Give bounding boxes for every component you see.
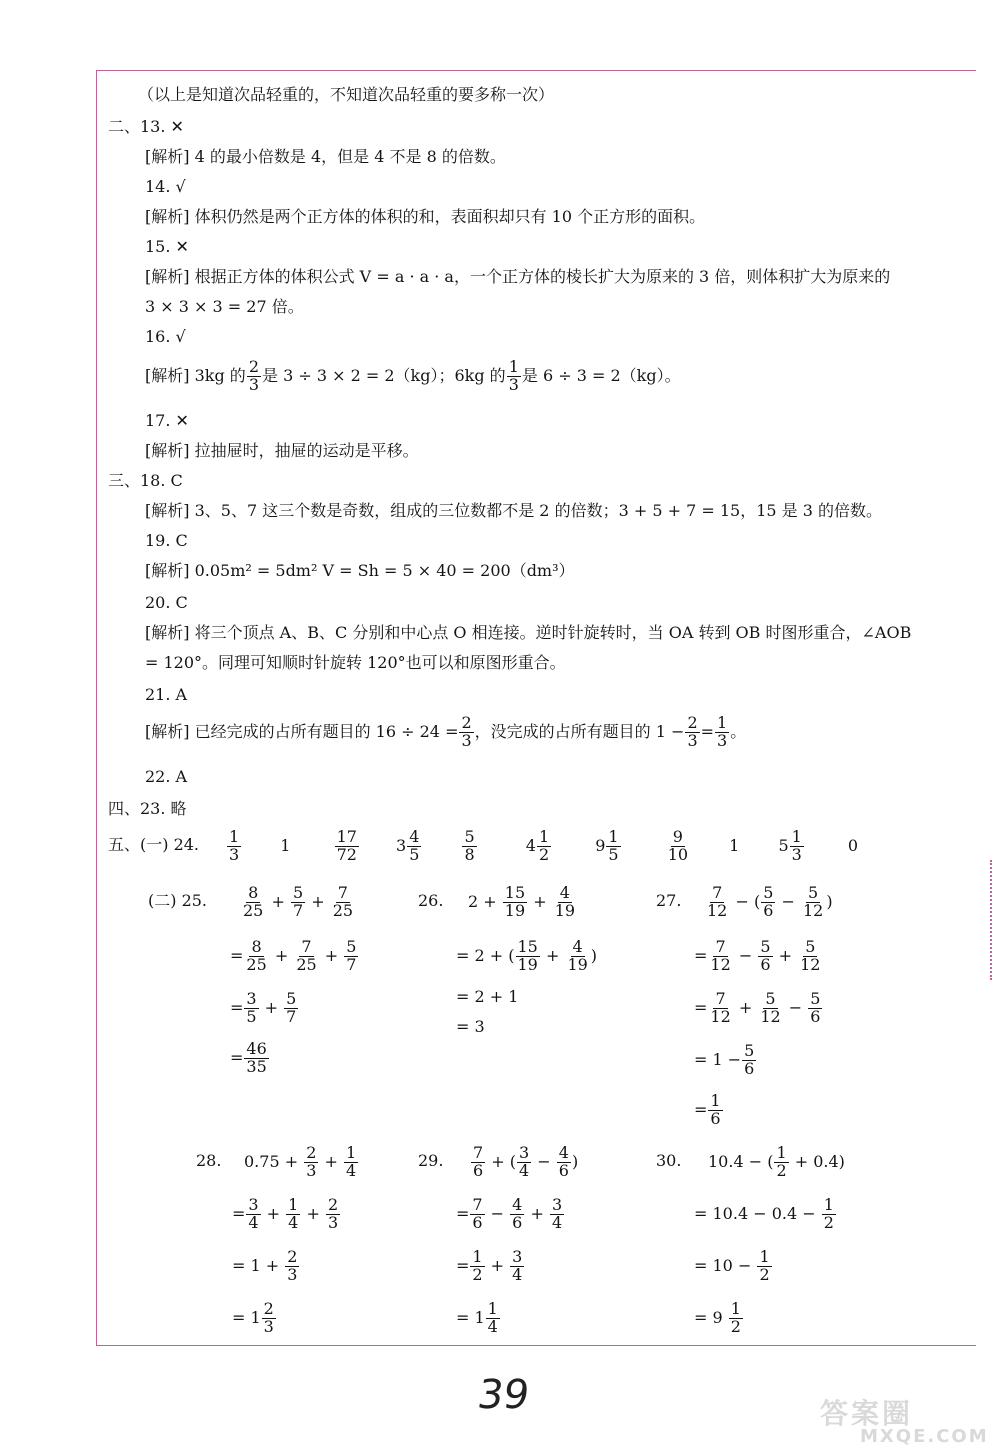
q25-step2: = $\frac{8}{25}$ + $\frac{7}{25}$ + $\frac{5}{7}$ [230,937,357,974]
q21-text-d: 。 [730,722,747,741]
q24-answer-row [226,826,858,866]
q25-step4: = $\frac{46}{35}$ [230,1039,267,1076]
q27-step4: = 1 − $\frac{5}{6}$ [694,1041,755,1078]
watermark-line1: 答案圈 [820,1397,914,1430]
q16-text-c: 是 6 ÷ 3 = 2（kg）。 [521,366,681,385]
q19-explanation [145,560,575,582]
q24-answer: 9 $\frac{1}{5}$ [595,827,619,864]
q16-answer: 16. √ [145,327,186,346]
q30-step2: = 10.4 − 0.4 − $\frac{1}{2}$ [694,1195,834,1232]
watermark-line2: MXQE.COM [860,1426,989,1447]
q19-answer: 19. C [145,531,188,550]
q18-explanation [145,500,882,522]
fraction: $\frac{1}{3}$ [508,357,519,394]
q24-answer: 1 [280,836,291,855]
fraction: $\frac{1}{3}$ [717,713,728,750]
q15-answer: 15. ✕ [145,237,189,256]
edge-marks [990,860,996,980]
q13-text: 4 的最小倍数是 4，但是 4 不是 8 的倍数。 [194,147,506,166]
q16-text-a: 3kg 的 [194,366,246,385]
q20-explanation-b: = 120°。同理可知顺时针旋转 120°也可以和原图形重合。 [145,653,566,672]
q30-step3: = 10 − $\frac{1}{2}$ [694,1247,770,1284]
q16-explanation [145,354,681,398]
q29-step1: $\frac{7}{6}$ + ( $\frac{3}{4}$ − $\frac{4}{6}$ ) [473,1143,579,1180]
tag-label: [解析] [145,501,190,520]
page-frame-bottom [96,1345,976,1346]
q26-step1: 2 + $\frac{15}{19}$ + $\frac{4}{19}$ [468,883,576,920]
tag-label: [解析] [145,147,190,166]
tag-label: [解析] [145,561,190,580]
q14-answer: 14. √ [145,177,186,196]
q30-step1: 10.4 − ( $\frac{1}{2}$ + 0.4) [708,1143,845,1180]
q15-text-a: 根据正方体的体积公式 V = a · a · a，一个正方体的棱长扩大为原来的 3 倍，则体积扩大为原来的 [194,267,891,286]
q28-step4: = 1 $\frac{2}{3}$ [232,1299,274,1336]
q21-text-a: 已经完成的占所有题目的 16 ÷ 24 = [194,722,459,741]
tag-label: [解析] [145,441,190,460]
watermark-logo [820,1392,990,1447]
q19-text: 0.05m² = 5dm² V = Sh = 5 × 40 = 200（dm³） [194,561,575,580]
q24-answer: 0 [847,836,859,855]
q18-text: 3、5、7 这三个数是奇数，组成的三位数都不是 2 的倍数；3 + 5 + 7 = 15，15 是 3 的倍数。 [194,501,883,520]
q27-label: 27. [656,891,682,910]
page-frame-top [96,70,976,71]
q30-step4: = 9 $\frac{1}{2}$ [694,1299,741,1336]
tag-label: [解析] [145,722,190,741]
q25-step1: $\frac{8}{25}$ + $\frac{5}{7}$ + $\frac{7}{25}$ [243,883,354,920]
q14-explanation [145,206,705,228]
q28-label: 28. [196,1151,222,1170]
q24-answer: 3 $\frac{4}{5}$ [396,827,420,864]
q26-step2: = 2 + ( $\frac{15}{19}$ + $\frac{4}{19}$ ) [456,937,598,974]
tag-label: [解析] [145,207,190,226]
q21-text-c: = [700,722,715,741]
q22-answer: 22. A [145,767,188,786]
q27-step3: = $\frac{7}{12}$ + $\frac{5}{12}$ − $\frac{5}{6}$ [694,989,821,1026]
q21-explanation [145,710,746,754]
q25-step3: = $\frac{3}{5}$ + $\frac{5}{7}$ [230,989,297,1026]
q29-step3: = $\frac{1}{2}$ + $\frac{3}{4}$ [456,1247,523,1284]
q21-answer: 21. A [145,685,188,704]
q26-step4: = 3 [456,1017,485,1036]
q13-answer: 二、13. ✕ [108,117,184,136]
q17-text: 拉抽屉时，抽屉的运动是平移。 [194,441,419,460]
q28-step2: = $\frac{3}{4}$ + $\frac{1}{4}$ + $\frac{2}{3}$ [232,1195,339,1232]
tag-label: [解析] [145,366,190,385]
q20-answer: 20. C [145,593,188,612]
q24-answer: $\frac{1}{3}$ [229,827,240,864]
q30-label: 30. [656,1151,682,1170]
q24-label: 五、(一) 24. [108,835,200,854]
q15-explanation-b: 3 × 3 × 3 = 27 倍。 [145,297,304,316]
q16-text-b: 是 3 ÷ 3 × 2 = 2（kg）；6kg 的 [262,366,506,385]
tag-label: [解析] [145,267,190,286]
fraction: $\frac{2}{3}$ [461,713,472,750]
q27-step1: $\frac{7}{12}$ − ( $\frac{5}{6}$ − $\frac{5}{12}$ ) [707,883,833,920]
q28-step3: = 1 + $\frac{2}{3}$ [232,1247,298,1284]
q25-label: (二) 25. [148,891,208,910]
q18-answer: 三、18. C [108,471,183,490]
q27-step5: = $\frac{1}{6}$ [694,1091,721,1128]
q29-label: 29. [418,1151,444,1170]
q13-explanation [145,146,506,168]
page-frame-left [96,70,97,1345]
q17-answer: 17. ✕ [145,411,189,430]
q24-answer: 5 $\frac{1}{3}$ [778,827,802,864]
q23-answer: 四、23. 略 [108,799,187,818]
q17-explanation [145,440,419,462]
q26-step3: = 2 + 1 [456,987,519,1006]
q29-step4: = 1 $\frac{1}{4}$ [456,1299,498,1336]
q27-step2: = $\frac{7}{12}$ − $\frac{5}{6}$ + $\frac{5}{12}$ [694,937,821,974]
q24-answer: $\frac{9}{10}$ [667,827,689,864]
q20-explanation [145,622,911,644]
q29-step2: = $\frac{7}{6}$ − $\frac{4}{6}$ + $\frac{3}{4}$ [456,1195,563,1232]
tag-label: [解析] [145,623,190,642]
note-line: （以上是知道次品轻重的，不知道次品轻重的要多称一次） [138,85,555,104]
q14-text: 体积仍然是两个正方体的体积的和，表面积却只有 10 个正方形的面积。 [194,207,706,226]
fraction: $\frac{2}{3}$ [687,713,698,750]
page-number: 39 [474,1372,533,1418]
q20-text-a: 将三个顶点 A、B、C 分别和中心点 O 相连接。逆时针旋转时，当 OA 转到 OB 时图形重合，∠AOB [194,623,912,642]
q26-label: 26. [418,891,444,910]
q24-answer: 4 $\frac{1}{2}$ [525,827,550,864]
q24-answer: $\frac{17}{72}$ [336,827,357,864]
fraction: $\frac{2}{3}$ [248,357,259,394]
q15-explanation [145,266,890,288]
q24-answer: $\frac{5}{8}$ [464,827,475,864]
q28-step1: 0.75 + $\frac{2}{3}$ + $\frac{1}{4}$ [244,1143,357,1180]
q21-text-b: ，没完成的占所有题目的 1 − [474,722,685,741]
q24-answer: 1 [729,836,740,855]
